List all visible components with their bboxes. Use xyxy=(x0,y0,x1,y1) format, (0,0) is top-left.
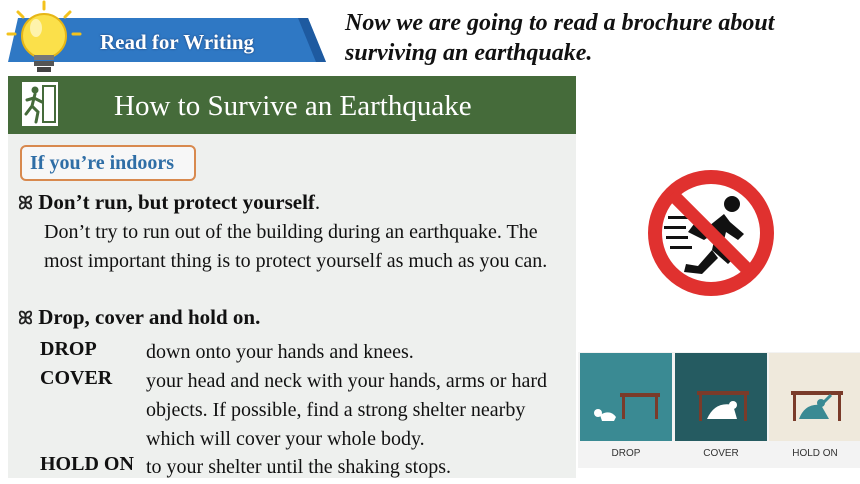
step-term-drop: DROP xyxy=(40,338,97,360)
point-heading-1-text: Don’t run, but protect yourself xyxy=(38,190,315,214)
tile-label-drop: DROP xyxy=(611,448,641,459)
tile-label-hold-on: HOLD ON xyxy=(792,448,838,459)
point-heading-1-suffix: . xyxy=(314,190,321,214)
bullet-icon: ꕤ xyxy=(18,193,33,213)
point-heading-2 xyxy=(18,305,260,330)
lightbulb-icon xyxy=(4,0,82,76)
section-label: If you’re indoors xyxy=(30,152,175,174)
step-text-drop: down onto your hands and knees. xyxy=(146,341,414,363)
no-running-icon xyxy=(646,168,776,298)
drop-illustration-icon xyxy=(580,353,672,441)
point-body-1: Don’t try to run out of the building during an earthquake. The most important thing is to protect yourself as much as you can. xyxy=(44,221,548,272)
page-title: How to Survive an Earthquake xyxy=(114,90,472,122)
step-text-cover: your head and neck with your hands, arms or hard objects. If possible, find a strong shelter nearby which will cover your whole body. xyxy=(146,370,547,450)
point-heading-2-text: Drop, cover and hold on. xyxy=(38,305,261,329)
step-text-hold-on: to your shelter until the shaking stops. xyxy=(146,456,451,478)
step-term-hold-on: HOLD ON xyxy=(40,453,134,475)
hold-on-illustration-icon xyxy=(769,353,860,441)
banner-label: Read for Writing xyxy=(100,30,255,54)
intro-text: Now we are going to read a brochure about surviving an earthquake. xyxy=(345,10,775,66)
cover-illustration-icon xyxy=(675,353,767,441)
point-heading-1 xyxy=(18,190,320,215)
emergency-exit-icon xyxy=(20,80,60,128)
step-term-cover: COVER xyxy=(40,367,113,389)
bullet-icon: ꕤ xyxy=(18,308,33,328)
tile-label-cover: COVER xyxy=(703,448,739,459)
